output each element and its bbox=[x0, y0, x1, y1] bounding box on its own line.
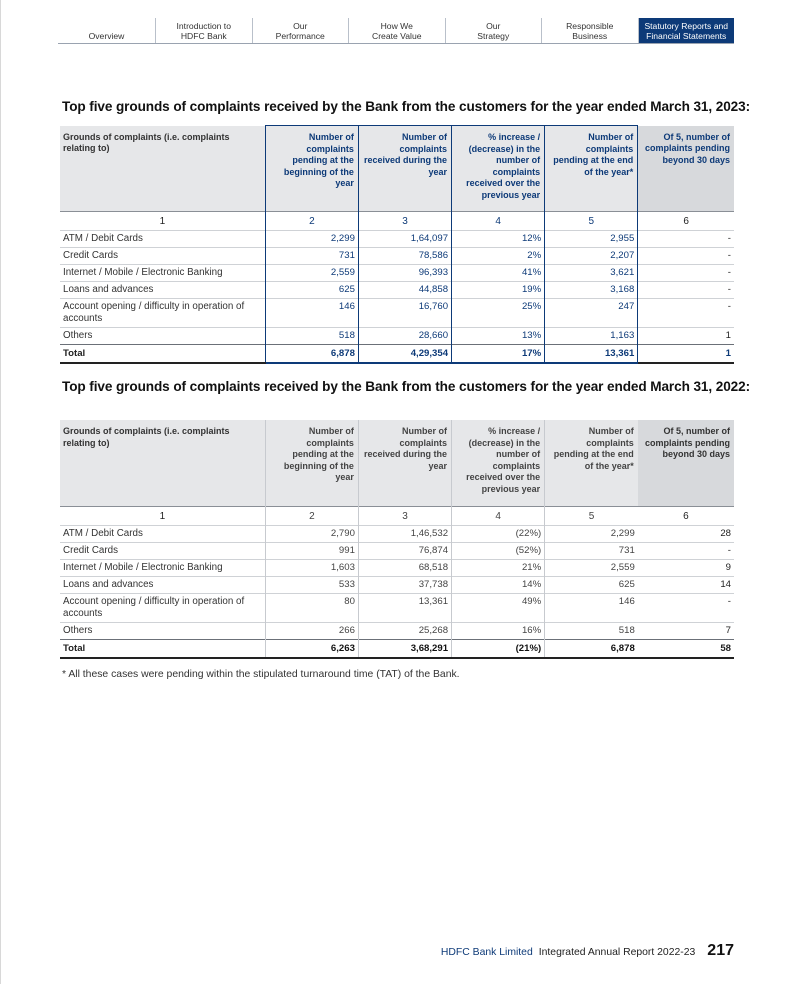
total-received: 3,68,291 bbox=[358, 639, 451, 658]
cell-received: 76,874 bbox=[358, 542, 451, 559]
header-pending-30-days: Of 5, number of complaints pending beyond 30 days bbox=[638, 420, 734, 506]
cell-pending-30-days: 9 bbox=[638, 559, 734, 576]
complaints-table-2022 bbox=[60, 420, 734, 659]
cell-pending-30-days: - bbox=[638, 282, 734, 299]
column-index-4: 4 bbox=[452, 212, 545, 231]
page-edge-rule bbox=[0, 0, 1, 984]
header-pending-beginning: Number of complaints pending at the beginning of the year bbox=[265, 126, 358, 212]
cell-pending-end: 146 bbox=[545, 593, 638, 622]
cell-pending-30-days: - bbox=[638, 231, 734, 248]
cell-pending-30-days: 28 bbox=[638, 525, 734, 542]
cell-grounds: Others bbox=[60, 328, 265, 345]
nav-tab-create-value[interactable]: How We Create Value bbox=[349, 18, 446, 43]
header-grounds: Grounds of complaints (i.e. complaints relating to) bbox=[60, 420, 265, 506]
header-percent-change: % increase / (decrease) in the number of complaints received over the previous year bbox=[452, 126, 545, 212]
total-percent-change: 17% bbox=[452, 345, 545, 364]
cell-pending-30-days: - bbox=[638, 299, 734, 328]
cell-percent-change: 49% bbox=[452, 593, 545, 622]
table-2022-title: Top five grounds of complaints received by the Bank from the customers for the year ended March 31, 2022: bbox=[62, 379, 750, 394]
cell-received: 37,738 bbox=[358, 576, 451, 593]
cell-pending-beginning: 80 bbox=[265, 593, 358, 622]
header-pending-end: Number of complaints pending at the end of the year* bbox=[545, 420, 638, 506]
nav-tab-performance[interactable]: Our Performance bbox=[253, 18, 350, 43]
footer-brand: HDFC Bank Limited bbox=[440, 947, 533, 958]
table-row bbox=[60, 542, 734, 559]
cell-grounds: ATM / Debit Cards bbox=[60, 231, 265, 248]
cell-percent-change: 13% bbox=[452, 328, 545, 345]
nav-tab-strategy[interactable]: Our Strategy bbox=[446, 18, 543, 43]
total-pending-beginning: 6,263 bbox=[265, 639, 358, 658]
total-pending-end: 13,361 bbox=[545, 345, 638, 364]
table-row bbox=[60, 299, 734, 328]
cell-grounds: ATM / Debit Cards bbox=[60, 525, 265, 542]
cell-pending-beginning: 2,790 bbox=[265, 525, 358, 542]
total-received: 4,29,354 bbox=[358, 345, 451, 364]
cell-pending-beginning: 533 bbox=[265, 576, 358, 593]
cell-pending-beginning: 991 bbox=[265, 542, 358, 559]
cell-pending-end: 1,163 bbox=[545, 328, 638, 345]
cell-percent-change: (52%) bbox=[452, 542, 545, 559]
total-pending-beginning: 6,878 bbox=[265, 345, 358, 364]
cell-percent-change: 14% bbox=[452, 576, 545, 593]
total-pending-end: 6,878 bbox=[545, 639, 638, 658]
header-pending-30-days: Of 5, number of complaints pending beyond 30 days bbox=[638, 126, 734, 212]
cell-pending-beginning: 625 bbox=[265, 282, 358, 299]
nav-tab-introduction[interactable]: Introduction to HDFC Bank bbox=[156, 18, 253, 43]
header-received: Number of complaints received during the year bbox=[358, 420, 451, 506]
table-row bbox=[60, 231, 734, 248]
cell-received: 13,361 bbox=[358, 593, 451, 622]
cell-percent-change: 16% bbox=[452, 622, 545, 639]
cell-pending-30-days: - bbox=[638, 593, 734, 622]
cell-pending-beginning: 731 bbox=[265, 248, 358, 265]
cell-received: 1,64,097 bbox=[358, 231, 451, 248]
cell-pending-end: 625 bbox=[545, 576, 638, 593]
cell-received: 68,518 bbox=[358, 559, 451, 576]
cell-pending-end: 2,207 bbox=[545, 248, 638, 265]
total-percent-change: (21%) bbox=[452, 639, 545, 658]
cell-grounds: Loans and advances bbox=[60, 576, 265, 593]
column-index-6: 6 bbox=[638, 212, 734, 231]
cell-percent-change: 19% bbox=[452, 282, 545, 299]
table-row bbox=[60, 265, 734, 282]
cell-grounds: Account opening / difficulty in operation of accounts bbox=[60, 593, 265, 622]
cell-grounds: Credit Cards bbox=[60, 248, 265, 265]
cell-pending-end: 3,168 bbox=[545, 282, 638, 299]
cell-percent-change: 21% bbox=[452, 559, 545, 576]
column-index-5: 5 bbox=[545, 212, 638, 231]
table-row bbox=[60, 282, 734, 299]
column-index-2: 2 bbox=[265, 506, 358, 525]
total-pending-30-days: 1 bbox=[638, 345, 734, 364]
column-index-row bbox=[60, 212, 734, 231]
cell-pending-30-days: - bbox=[638, 248, 734, 265]
header-pending-beginning: Number of complaints pending at the beginning of the year bbox=[265, 420, 358, 506]
header-grounds: Grounds of complaints (i.e. complaints relating to) bbox=[60, 126, 265, 212]
nav-tab-responsible-business[interactable]: Responsible Business bbox=[542, 18, 639, 43]
header-received: Number of complaints received during the year bbox=[358, 126, 451, 212]
table-row bbox=[60, 622, 734, 639]
cell-pending-beginning: 2,299 bbox=[265, 231, 358, 248]
cell-grounds: Others bbox=[60, 622, 265, 639]
cell-received: 96,393 bbox=[358, 265, 451, 282]
total-row bbox=[60, 345, 734, 364]
page-footer bbox=[441, 942, 734, 960]
column-index-2: 2 bbox=[265, 212, 358, 231]
cell-pending-end: 731 bbox=[545, 542, 638, 559]
cell-pending-beginning: 518 bbox=[265, 328, 358, 345]
cell-percent-change: (22%) bbox=[452, 525, 545, 542]
cell-percent-change: 25% bbox=[452, 299, 545, 328]
table-2022-body bbox=[60, 506, 734, 658]
top-navigation bbox=[58, 18, 734, 44]
column-index-row bbox=[60, 506, 734, 525]
cell-received: 78,586 bbox=[358, 248, 451, 265]
header-pending-end: Number of complaints pending at the end of the year* bbox=[545, 126, 638, 212]
cell-pending-end: 2,955 bbox=[545, 231, 638, 248]
page-number: 217 bbox=[707, 942, 734, 959]
cell-pending-30-days: - bbox=[638, 542, 734, 559]
total-pending-30-days: 58 bbox=[638, 639, 734, 658]
header-percent-change: % increase / (decrease) in the number of complaints received over the previous year bbox=[452, 420, 545, 506]
cell-pending-30-days: 7 bbox=[638, 622, 734, 639]
total-grounds: Total bbox=[60, 345, 265, 364]
table-row bbox=[60, 328, 734, 345]
table-2023-title: Top five grounds of complaints received by the Bank from the customers for the year ended March 31, 2023: bbox=[62, 99, 750, 114]
cell-pending-beginning: 1,603 bbox=[265, 559, 358, 576]
cell-received: 1,46,532 bbox=[358, 525, 451, 542]
cell-pending-30-days: 14 bbox=[638, 576, 734, 593]
cell-pending-end: 3,621 bbox=[545, 265, 638, 282]
cell-grounds: Internet / Mobile / Electronic Banking bbox=[60, 265, 265, 282]
cell-pending-30-days: 1 bbox=[638, 328, 734, 345]
column-index-3: 3 bbox=[358, 212, 451, 231]
cell-percent-change: 41% bbox=[452, 265, 545, 282]
cell-pending-beginning: 266 bbox=[265, 622, 358, 639]
footer-report-title: Integrated Annual Report 2022-23 bbox=[538, 947, 696, 958]
cell-grounds: Credit Cards bbox=[60, 542, 265, 559]
cell-pending-beginning: 146 bbox=[265, 299, 358, 328]
cell-grounds: Internet / Mobile / Electronic Banking bbox=[60, 559, 265, 576]
cell-pending-end: 518 bbox=[545, 622, 638, 639]
cell-received: 44,858 bbox=[358, 282, 451, 299]
column-index-1: 1 bbox=[60, 506, 265, 525]
total-row bbox=[60, 639, 734, 658]
table-row bbox=[60, 525, 734, 542]
cell-pending-beginning: 2,559 bbox=[265, 265, 358, 282]
cell-percent-change: 12% bbox=[452, 231, 545, 248]
column-index-3: 3 bbox=[358, 506, 451, 525]
table-row bbox=[60, 576, 734, 593]
footnote: * All these cases were pending within the stipulated turnaround time (TAT) of the Bank. bbox=[62, 669, 460, 680]
nav-tab-overview[interactable]: Overview bbox=[58, 18, 156, 43]
table-row bbox=[60, 593, 734, 622]
table-row bbox=[60, 559, 734, 576]
column-index-4: 4 bbox=[452, 506, 545, 525]
complaints-table-2023 bbox=[60, 125, 734, 364]
cell-pending-end: 2,299 bbox=[545, 525, 638, 542]
cell-pending-end: 2,559 bbox=[545, 559, 638, 576]
cell-grounds: Account opening / difficulty in operation of accounts bbox=[60, 299, 265, 328]
table-2023-body bbox=[60, 212, 734, 364]
column-index-1: 1 bbox=[60, 212, 265, 231]
column-index-6: 6 bbox=[638, 506, 734, 525]
cell-grounds: Loans and advances bbox=[60, 282, 265, 299]
cell-received: 16,760 bbox=[358, 299, 451, 328]
column-index-5: 5 bbox=[545, 506, 638, 525]
cell-pending-end: 247 bbox=[545, 299, 638, 328]
cell-pending-30-days: - bbox=[638, 265, 734, 282]
total-grounds: Total bbox=[60, 639, 265, 658]
cell-percent-change: 2% bbox=[452, 248, 545, 265]
cell-received: 28,660 bbox=[358, 328, 451, 345]
table-row bbox=[60, 248, 734, 265]
cell-received: 25,268 bbox=[358, 622, 451, 639]
nav-tab-statutory-reports[interactable]: Statutory Reports and Financial Statements bbox=[639, 18, 735, 43]
